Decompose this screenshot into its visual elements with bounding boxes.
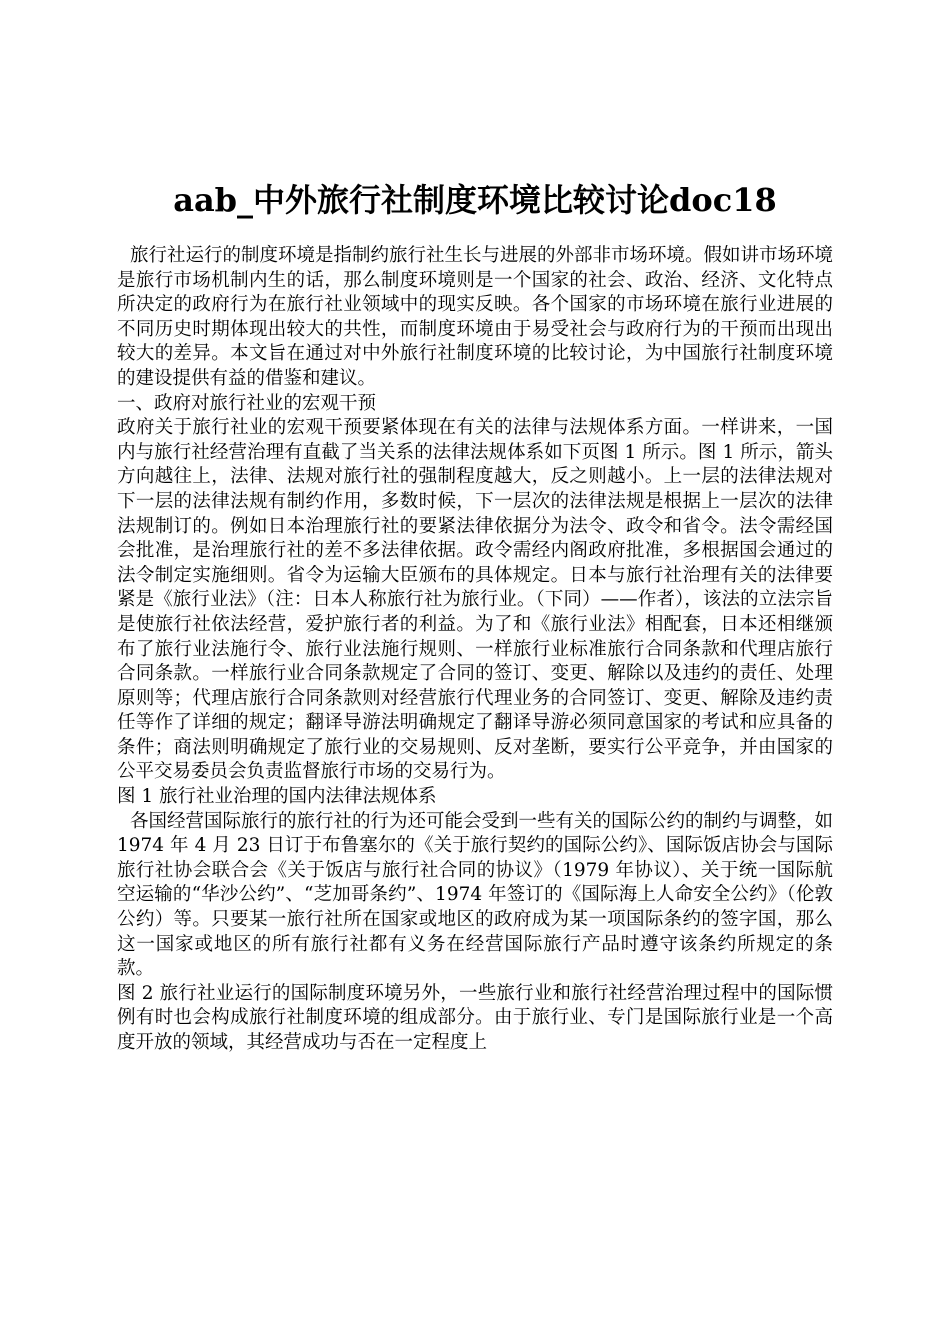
figure-caption-1: 图 1 旅行社业治理的国内法律法规体系 [117, 786, 437, 808]
document-body [117, 244, 833, 1056]
paragraph-international-conventions: 各国经营国际旅行的旅行社的行为还可能会受到一些有关的国际公约的制约与调整，如 1974 年 4 月 23 日订于布鲁塞尔的《关于旅行契约的国际公约》、国际饭店协会与国际旅行社协会联合会《关于饭店与旅行社合同的协议》（1979 年协议）、关于统一国际航空运输的“华沙公约”、“芝加哥条约”、1974 年签订的《国际海上人命安全公约》（伦敦公约）等。只要某一旅行社所在国家或地区的政府成为某一项国际条约的签字国，那么这一国家或地区的所有旅行社都有义务在经营国际旅行产品时遵守该条约所规定的条款。 [117, 810, 834, 980]
paragraph-figure-2: 图 2 旅行社业运行的国际制度环境另外，一些旅行业和旅行社经营治理过程中的国际惯例有时也会构成旅行社制度环境的组成部分。由于旅行业、专门是国际旅行业是一个高度开放的领域，其经营成功与否在一定程度上 [117, 982, 833, 1053]
paragraph-government-intervention: 政府关于旅行社业的宏观干预要紧体现在有关的法律与法规体系方面。一样讲来，一国内与旅行社经营治理有直截了当关系的法律法规体系如下页图 1 所示。图 1 所示，箭头方向越往上，法律、法规对旅行社的强制程度越大，反之则越小。上一层的法律法规对下一层的法律法规有制约作用，多数时候，下一层次的法律法规是根据上一层次的法律法规制订的。例如日本治理旅行社的要紧法律依据分为法令、政令和省令。法令需经国会批准，是治理旅行社的差不多法律依据。政令需经内阁政府批准，多根据国会通过的法令制定实施细则。省令为运输大臣颁布的具体规定。日本与旅行社治理有关的法律要紧是《旅行业法》（注：日本人称旅行社为旅行业。（下同）——作者），该法的立法宗旨是使旅行社依法经营，爱护旅行者的利益。为了和《旅行业法》相配套，日本还相继颁布了旅行业法施行令、旅行业法施行规则、一样旅行业标准旅行合同条款和代理店旅行合同条款。一样旅行业合同条款规定了合同的签订、变更、解除以及违约的责任、处理原则等；代理店旅行合同条款则对经营旅行代理业务的合同签订、变更、解除及违约责任等作了详细的规定；翻译导游法明确规定了翻译导游必须同意国家的考试和应具备的条件；商法则明确规定了旅行业的交易规则、反对垄断，要实行公平竞争，并由国家的公平交易委员会负责监督旅行市场的交易行为。 [117, 417, 833, 783]
document-title: aab_中外旅行社制度环境比较讨论doc18 [173, 181, 777, 219]
section-heading: 一、政府对旅行社业的宏观干预 [117, 392, 377, 414]
paragraph-intro: 旅行社运行的制度环境是指制约旅行社生长与进展的外部非市场环境。假如讲市场环境是旅行市场机制内生的话，那么制度环境则是一个国家的社会、政治、经济、文化特点所决定的政府行为在旅行社业领域中的现实反映。各个国家的市场环境在旅行业进展的不同历史时期体现出较大的共性，而制度环境由于易受社会与政府行为的干预而出现出较大的差异。本文旨在通过对中外旅行社制度环境的比较讨论，为中国旅行社制度环境的建设提供有益的借鉴和建议。 [117, 245, 834, 389]
